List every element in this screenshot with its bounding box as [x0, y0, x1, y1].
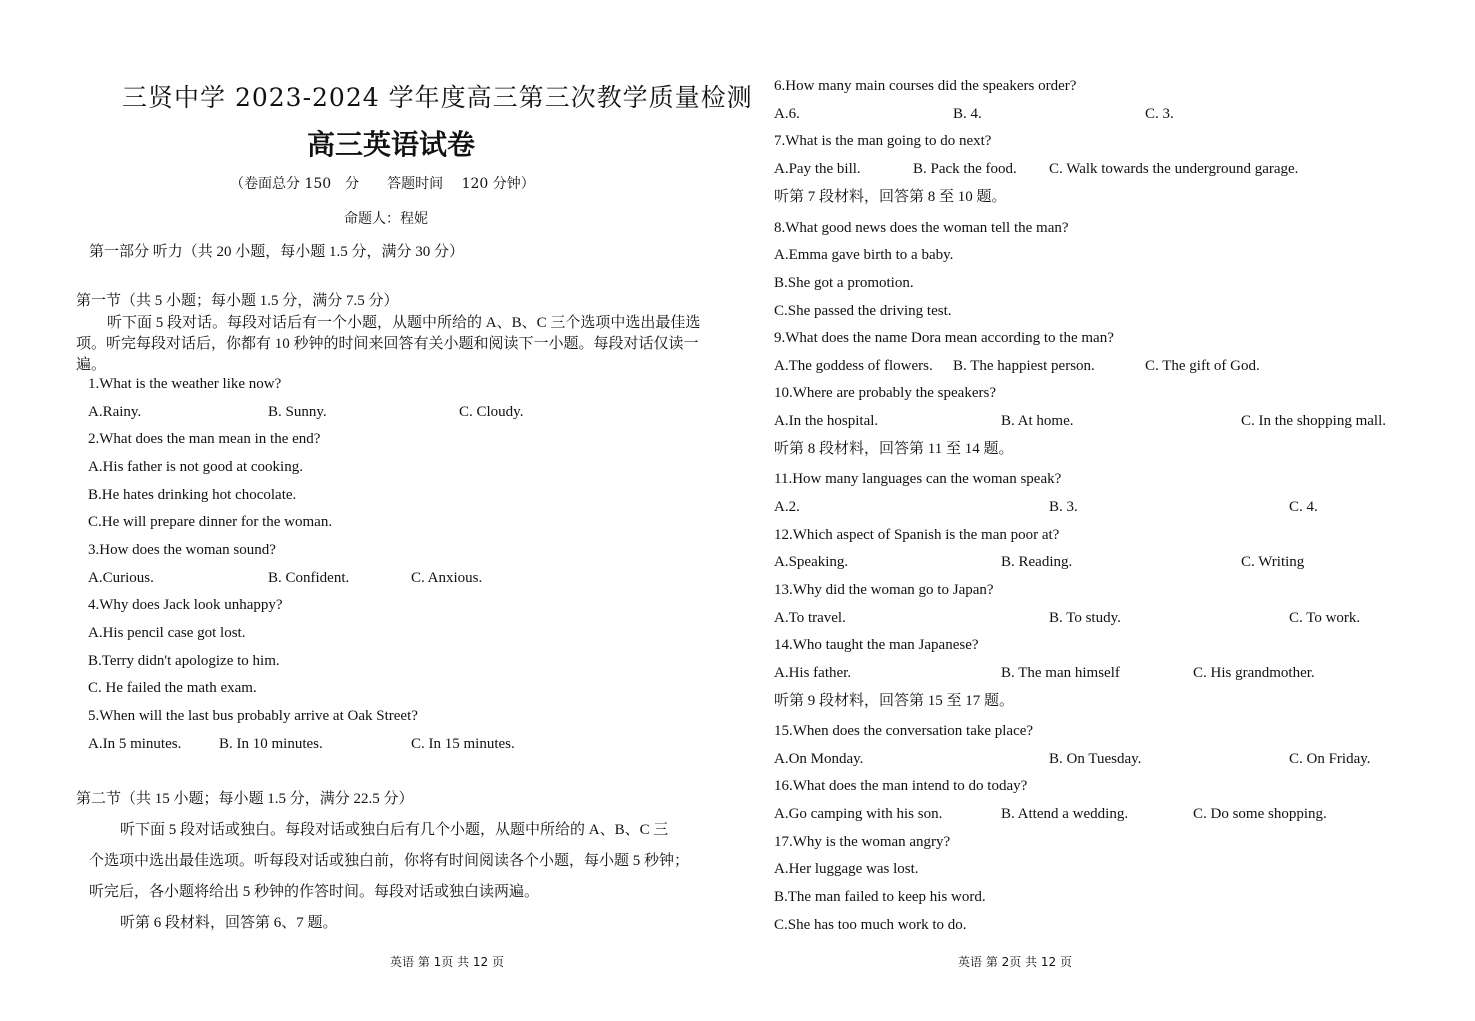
q11-stem: 11.How many languages can the woman speak? [774, 471, 1062, 487]
q17-option-c: C.She has too much work to do. [774, 917, 967, 933]
section2-line-2: 个选项中选出最佳选项。听每段对话或独白前，你将有时间阅读各个小题，每小题 5 秒钟； [89, 853, 690, 869]
section1-heading: 第一节（共 5 小题；每小题 1.5 分，满分 7.5 分） [76, 293, 399, 309]
q7-option-a: A.Pay the bill. [774, 161, 861, 177]
q5-option-a: A.In 5 minutes. [88, 736, 182, 752]
q17-stem: 17.Why is the woman angry? [774, 834, 951, 850]
part1-heading: 第一部分 听力（共 20 小题，每小题 1.5 分，满分 30 分） [89, 244, 465, 260]
q8-option-a: A.Emma gave birth to a baby. [774, 247, 954, 263]
q11-option-b: B. 3. [1049, 499, 1078, 515]
q8-option-c: C.She passed the driving test. [774, 303, 952, 319]
q12-option-a: A.Speaking. [774, 554, 849, 570]
q1-option-a: A.Rainy. [88, 404, 142, 420]
q14-option-c: C. His grandmother. [1193, 665, 1315, 681]
q10-option-c: C. In the shopping mall. [1241, 413, 1386, 429]
q2-option-a: A.His father is not good at cooking. [88, 459, 303, 475]
material-9-heading: 听第 9 段材料，回答第 15 至 17 题。 [774, 693, 1015, 709]
q15-stem: 15.When does the conversation take place? [774, 723, 1034, 739]
q13-option-b: B. To study. [1049, 610, 1121, 626]
material-6-heading: 听第 6 段材料，回答第 6、7 题。 [120, 915, 338, 931]
q15-option-a: A.On Monday. [774, 751, 864, 767]
q16-option-b: B. Attend a wedding. [1001, 806, 1129, 822]
q13-option-a: A.To travel. [774, 610, 846, 626]
q14-stem: 14.Who taught the man Japanese? [774, 637, 979, 653]
q16-option-c: C. Do some shopping. [1193, 806, 1327, 822]
q6-option-b: B. 4. [953, 106, 982, 122]
q15-option-b: B. On Tuesday. [1049, 751, 1142, 767]
q5-option-b: B. In 10 minutes. [219, 736, 323, 752]
q1-stem: 1.What is the weather like now? [88, 376, 282, 392]
page-2 [737, 0, 1475, 1021]
q3-option-b: B. Confident. [268, 570, 350, 586]
q1-option-b: B. Sunny. [268, 404, 327, 420]
material-7-heading: 听第 7 段材料，回答第 8 至 10 题。 [774, 189, 1007, 205]
author-line: 命题人：程妮 [344, 211, 428, 227]
q7-stem: 7.What is the man going to do next? [774, 133, 992, 149]
q12-option-c: C. Writing [1241, 554, 1305, 570]
q15-option-c: C. On Friday. [1289, 751, 1371, 767]
q5-option-c: C. In 15 minutes. [411, 736, 515, 752]
q5-stem: 5.When will the last bus probably arrive at Oak Street? [88, 708, 418, 724]
q11-option-c: C. 4. [1289, 499, 1318, 515]
q7-option-b: B. Pack the food. [913, 161, 1017, 177]
q16-stem: 16.What does the man intend to do today? [774, 778, 1028, 794]
section2-line-1: 听下面 5 段对话或独白。每段对话或独白后有几个小题，从题中所给的 A、B、C 三 [120, 822, 669, 838]
q6-option-c: C. 3. [1145, 106, 1174, 122]
q9-option-c: C. The gift of God. [1145, 358, 1260, 374]
q17-option-b: B.The man failed to keep his word. [774, 889, 986, 905]
q1-option-c: C. Cloudy. [459, 404, 524, 420]
q6-stem: 6.How many main courses did the speakers order? [774, 78, 1077, 94]
q2-stem: 2.What does the man mean in the end? [88, 431, 321, 447]
q2-option-c: C.He will prepare dinner for the woman. [88, 514, 333, 530]
q6-option-a: A.6. [774, 106, 800, 122]
page-1-footer: 英语 第 1页 共 12 页 [390, 955, 504, 969]
q10-option-b: B. At home. [1001, 413, 1074, 429]
page-2-footer: 英语 第 2页 共 12 页 [958, 955, 1072, 969]
section2-line-3: 听完后，各小题将给出 5 秒钟的作答时间。每段对话或独白读两遍。 [89, 884, 540, 900]
q3-option-a: A.Curious. [88, 570, 154, 586]
q17-option-a: A.Her luggage was lost. [774, 861, 919, 877]
section1-instructions: 听下面 5 段对话。每段对话后有一个小题，从题中所给的 A、B、C 三个选项中选出最佳选项。听完每段对话后，你都有 10 秒钟的时间来回答有关小题和阅读下一小题。每段对话仅读一遍。 [76, 315, 701, 373]
q4-stem: 4.Why does Jack look unhappy? [88, 597, 283, 613]
q14-option-b: B. The man himself [1001, 665, 1120, 681]
q3-stem: 3.How does the woman sound? [88, 542, 276, 558]
q2-option-b: B.He hates drinking hot chocolate. [88, 487, 297, 503]
q9-stem: 9.What does the name Dora mean according to the man? [774, 330, 1114, 346]
q8-stem: 8.What good news does the woman tell the man? [774, 220, 1069, 236]
q13-stem: 13.Why did the woman go to Japan? [774, 582, 994, 598]
material-8-heading: 听第 8 段材料，回答第 11 至 14 题。 [774, 441, 1014, 457]
school-title: 三贤中学 2023-2024 学年度高三第三次教学质量检测 [122, 83, 753, 112]
section2-heading: 第二节（共 15 小题；每小题 1.5 分，满分 22.5 分） [76, 791, 414, 807]
exam-title: 高三英语试卷 [307, 128, 476, 161]
q8-option-b: B.She got a promotion. [774, 275, 914, 291]
q9-option-a: A.The goddess of flowers. [774, 358, 933, 374]
q10-option-a: A.In the hospital. [774, 413, 879, 429]
exam-info: （卷面总分 150 分 答题时间 120 分钟） [230, 176, 535, 192]
q12-option-b: B. Reading. [1001, 554, 1073, 570]
q3-option-c: C. Anxious. [411, 570, 483, 586]
q13-option-c: C. To work. [1289, 610, 1361, 626]
q11-option-a: A.2. [774, 499, 800, 515]
q14-option-a: A.His father. [774, 665, 852, 681]
q10-stem: 10.Where are probably the speakers? [774, 385, 996, 401]
q7-option-c: C. Walk towards the underground garage. [1049, 161, 1299, 177]
q16-option-a: A.Go camping with his son. [774, 806, 943, 822]
q4-option-b: B.Terry didn't apologize to him. [88, 653, 280, 669]
q4-option-a: A.His pencil case got lost. [88, 625, 246, 641]
q12-stem: 12.Which aspect of Spanish is the man poor at? [774, 527, 1060, 543]
q4-option-c: C. He failed the math exam. [88, 680, 257, 696]
q9-option-b: B. The happiest person. [953, 358, 1095, 374]
